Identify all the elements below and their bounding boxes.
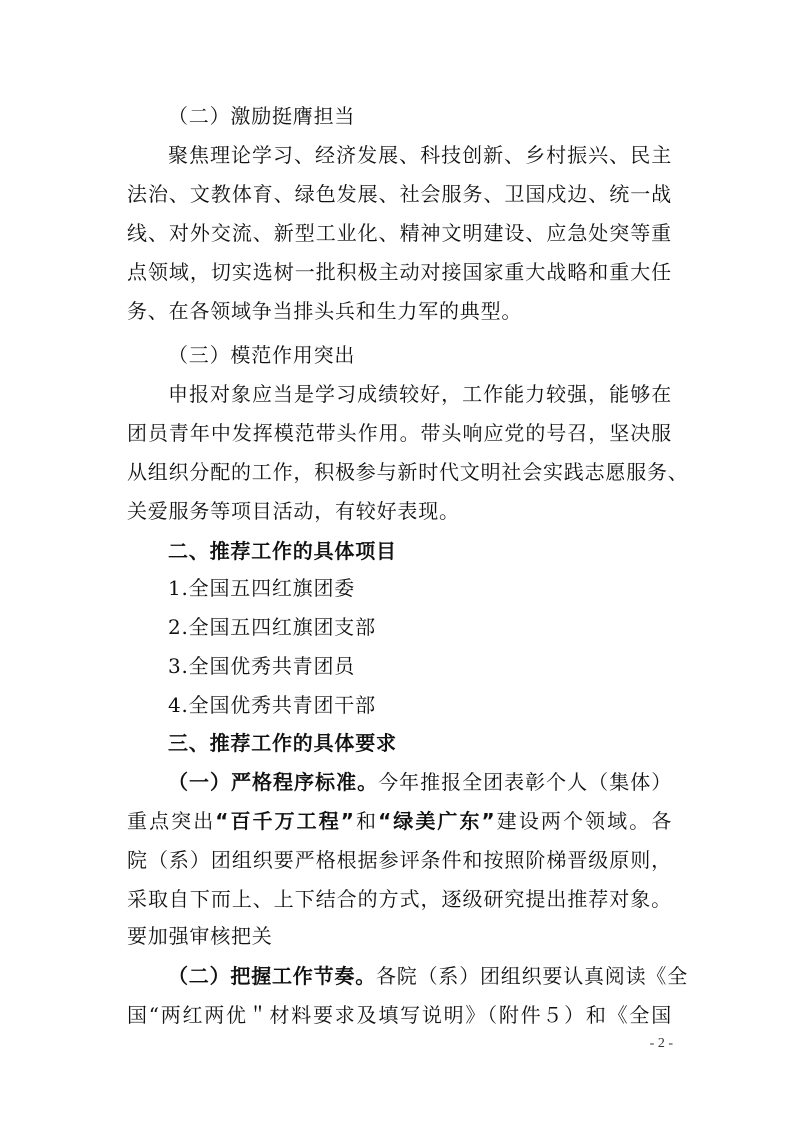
subheading-model: （三）模范作用突出 — [168, 343, 356, 367]
paragraph-line — [168, 763, 672, 801]
text-run: 今年推报全团表彰个人（集体） — [378, 770, 673, 794]
list-item: 3.全国优秀共青团员 — [168, 654, 356, 678]
bold-lead: （一）严格程序标准。 — [168, 770, 379, 794]
paragraph-line — [127, 802, 672, 840]
bold-lead: （二）把握工作节奏。 — [168, 964, 376, 988]
paragraph-line: 关爱服务等项目活动，有较好表现。 — [127, 499, 460, 523]
paragraph-line — [168, 957, 688, 995]
page-number: - 2 - — [649, 1036, 673, 1051]
bold-term: “绿美广东” — [378, 809, 496, 833]
paragraph-line: 聚焦理论学习、经济发展、科技创新、乡村振兴、民主 — [168, 143, 672, 167]
paragraph-line: 务、在各领域争当排头兵和生力军的典型。 — [127, 299, 523, 323]
paragraph-line: 国“两红两优＂材料要求及填写说明》（附件５）和《全国 — [127, 1003, 672, 1027]
text-run: 各院（系）团组织要认真阅读《全 — [376, 964, 688, 988]
bold-term: “百千万工程” — [215, 809, 355, 833]
subheading-encourage: （二）激励挺膺担当 — [168, 104, 356, 128]
paragraph-line: 申报对象应当是学习成绩较好，工作能力较强，能够在 — [168, 382, 672, 406]
text-run: 和 — [354, 809, 379, 833]
section-heading-requirements: 三、推荐工作的具体要求 — [168, 731, 397, 755]
paragraph-line: 线、对外交流、新型工业化、精神文明建设、应急处突等重 — [127, 221, 672, 245]
text-run: 建设两个领域。各 — [495, 809, 673, 833]
list-item: 4.全国优秀共青团干部 — [168, 693, 376, 717]
paragraph-line: 点领域，切实选树一批积极主动对接国家重大战略和重大任 — [127, 260, 672, 284]
paragraph-line: 团员青年中发挥模范带头作用。带头响应党的号召，坚决服 — [127, 421, 672, 445]
paragraph-line: 法治、文教体育、绿色发展、社会服务、卫国戍边、统一战 — [127, 182, 672, 206]
paragraph-line: 要加强审核把关 — [127, 924, 273, 948]
text-run: 重点突出 — [127, 809, 216, 833]
list-item: 2.全国五四红旗团支部 — [168, 615, 376, 639]
paragraph-line: 院（系）团组织要严格根据参评条件和按照阶梯晋级原则， — [127, 848, 672, 872]
section-heading-projects: 二、推荐工作的具体项目 — [168, 539, 397, 563]
list-item: 1.全国五四红旗团委 — [168, 576, 356, 600]
paragraph-line: 从组织分配的工作，积极参与新时代文明社会实践志愿服务、 — [127, 460, 689, 484]
paragraph-line: 采取自下而上、上下结合的方式，逐级研究提出推荐对象。 — [127, 887, 672, 911]
